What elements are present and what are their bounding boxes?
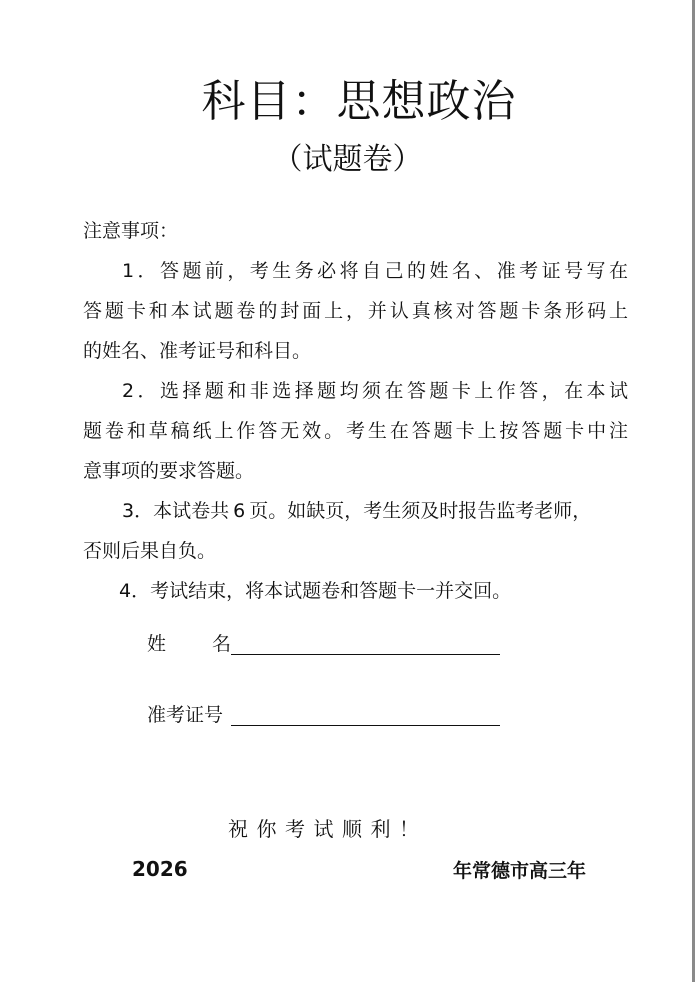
exam-paper-subtitle: （试题卷）	[272, 142, 423, 177]
note-item-1-number: 1	[122, 260, 135, 282]
note-item-4-line-1	[119, 578, 664, 604]
note-item-2-line-3: 意事项的要求答题。	[83, 460, 255, 482]
note-item-3-text-2: 页。如缺页，考生须及时报告监考老师，	[249, 500, 592, 522]
note-item-4-text-1: ．考试结束，将本试题卷和答题卡一并交回。	[131, 580, 512, 602]
note-item-3-page-count: 6	[233, 500, 246, 522]
exam-subject-title: 科目：思想政治	[201, 76, 517, 127]
note-item-1-line-3: 的姓名、准考证号和科目。	[83, 340, 312, 362]
name-field-label: 姓名	[147, 633, 231, 655]
note-item-3-line-2: 否则后果自负。	[83, 540, 217, 562]
note-item-3-text-1: ．本试卷共	[134, 500, 230, 522]
name-field-underline[interactable]	[231, 654, 500, 655]
note-item-4-number: 4	[119, 580, 132, 602]
name-field[interactable]	[147, 631, 231, 657]
exam-id-field[interactable]	[147, 702, 231, 728]
note-item-1-text-1: ．答题前，考生务必将自己的姓名、准考证号写在	[134, 260, 628, 282]
note-item-3-number: 3	[122, 500, 135, 522]
exam-year: 2026	[132, 857, 188, 881]
note-item-1-line-1	[122, 258, 628, 284]
note-item-1-line-2: 答题卡和本试题卷的封面上，并认真核对答题卡条形码上	[83, 300, 628, 322]
exam-organizer: 年常德市高三年	[453, 860, 587, 882]
exam-id-field-underline[interactable]	[231, 725, 500, 726]
good-luck-message: 祝你考试顺利！	[228, 817, 428, 841]
note-item-2-line-1	[122, 378, 628, 404]
note-item-2-line-2: 题卷和草稿纸上作答无效。考生在答题卡上按答题卡中注	[83, 420, 628, 442]
note-item-3-line-1	[122, 498, 628, 524]
note-item-2-text-1: ．选择题和非选择题均须在答题卡上作答，在本试	[134, 380, 628, 402]
exam-id-field-label: 准考证号	[147, 704, 224, 726]
notes-heading: 注意事项：	[83, 220, 179, 242]
note-item-2-number: 2	[122, 380, 135, 402]
